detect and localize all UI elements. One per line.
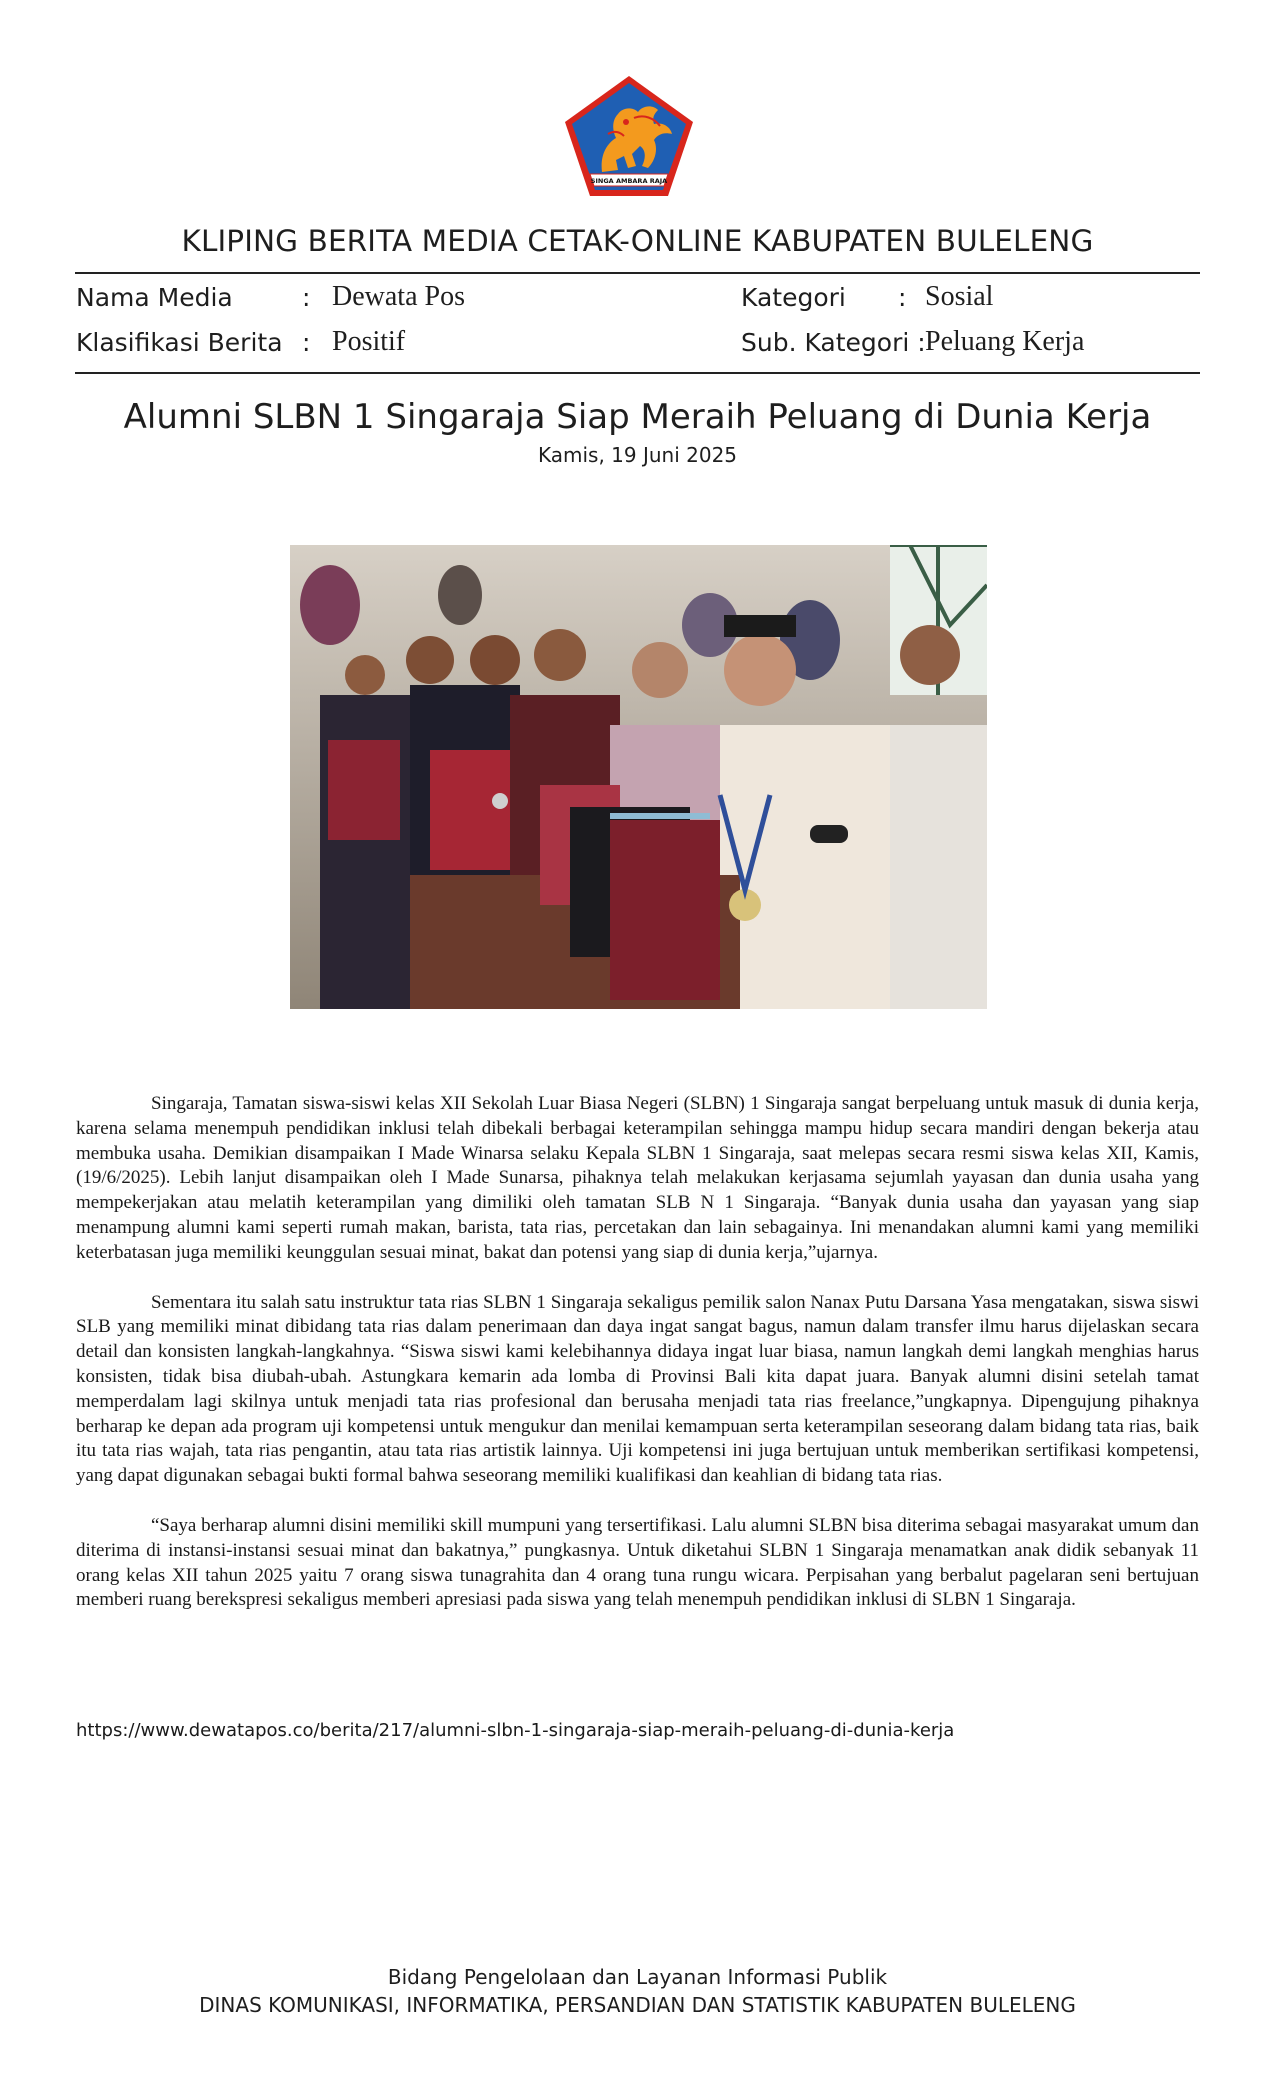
klasifikasi-separator: : <box>302 328 311 357</box>
media-label: Nama Media <box>76 283 233 312</box>
top-divider <box>75 272 1200 274</box>
news-photo <box>290 545 987 1009</box>
article-paragraph-1: Singaraja, Tamatan siswa-siswi kelas XII Sekolah Luar Biasa Negeri (SLBN) 1 Singaraja sangat berpeluang untuk masuk di dunia kerja, karena selama menempuh pendidikan inklusi telah dibekali berbagai keterampilan sehingga mampu hidup secara mandiri dengan bekerja atau membuka usaha. Demikian disampaikan I Made Winarsa selaku Kepala SLBN 1 Singaraja, saat melepas secara resmi siswa kelas XII, Kamis, (19/6/2025). Lebih lanjut disampaikan oleh I Made Sunarsa, pihaknya telah melakukan kerjasama sejumlah yayasan dan dunia usaha yang mempekerjakan atau melatih keterampilan yang dimiliki oleh tamatan SLB N 1 Singaraja. “Banyak dunia usaha dan yayasan yang siap menampung alumni kami seperti rumah makan, barista, tata rias, percetakan dan lain sebagainya. Ini menandakan alumni kami yang memiliki keterbatasan juga memiliki keunggulan sesuai minat, bakat dan potensi yang siap di dunia kerja,”ujarnya. <box>76 1093 1199 1263</box>
buleleng-logo <box>562 74 696 198</box>
kategori-value: Sosial <box>925 281 994 312</box>
article-paragraph-2: Sementara itu salah satu instruktur tata rias SLBN 1 Singaraja sekaligus pemilik salon Nanax Putu Darsana Yasa mengatakan, siswa siswi SLB yang memiliki minat dibidang tata rias dalam penerimaan dan daya ingat sangat bagus, namun dalam transfer ilmu harus dijelaskan secara detail dan konsisten langkah-langkahnya. “Siswa siswi kami kelebihannya didaya ingat luar biasa, namun langkah demi langkah menghias harus konsisten, tidak bisa diubah-ubah. Astungkara kemarin ada lomba di Provinsi Bali kita dapat juara. Banyak alumni disini setelah tamat memperdalam lagi skilnya untuk menjadi tata rias profesional dan berusaha menjadi tata rias freelance,”ungkapnya. Dipengujung pihaknya berharap ke depan ada program uji kompetensi untuk mengukur dan menilai kemampuan serta keterampilan seseorang dalam bidang tata rias, baik itu tata rias wajah, tata rias pengantin, atau tata rias artistik lainnya. Uji kompetensi ini juga bertujuan untuk memberikan sertifikasi kompetensi, yang dapat digunakan sebagai bukti formal bahwa seseorang memiliki kualifikasi dan keahlian di bidang tata rias. <box>76 1291 1199 1487</box>
subkategori-value: Peluang Kerja <box>925 326 1085 357</box>
kategori-separator: : <box>898 283 907 312</box>
article-headline: Alumni SLBN 1 Singaraja Siap Meraih Peluang di Dunia Kerja <box>123 397 1152 437</box>
article-body <box>76 1092 1199 1638</box>
klasifikasi-value: Positif <box>332 326 406 357</box>
source-url-link[interactable]: https://www.dewatapos.co/berita/217/alumni-slbn-1-singaraja-siap-meraih-peluang-di-dunia-kerja <box>76 1720 955 1741</box>
article-paragraph-3: “Saya berharap alumni disini memiliki skill mumpuni yang tersertifikasi. Lalu alumni SLBN bisa diterima sebagai masyarakat umum dan diterima di instansi-instansi sesuai minat dan bakatnya,” pungkasnya. Untuk diketahui SLBN 1 Singaraja menamatkan anak didik sebanyak 11 orang kelas XII tahun 2025 yaitu 7 orang siswa tunagrahita dan 4 orang tuna rungu wicara. Perpisahan yang berbalut pagelaran seni bertujuan memberi ruang berekspresi sekaligus memberi apresiasi pada siswa yang telah menempuh pendidikan inklusi di SLBN 1 Singaraja. <box>76 1514 1199 1611</box>
klasifikasi-label: Klasifikasi Berita <box>76 328 283 357</box>
footer-agency: DINAS KOMUNIKASI, INFORMATIKA, PERSANDIAN DAN STATISTIK KABUPATEN BULELENG <box>199 1993 1076 2017</box>
kategori-label: Kategori <box>741 283 846 312</box>
document-title: KLIPING BERITA MEDIA CETAK-ONLINE KABUPATEN BULELENG <box>181 224 1094 258</box>
article-date: Kamis, 19 Juni 2025 <box>537 443 738 467</box>
logo-motto: SINGA AMBARA RAJA <box>590 177 668 185</box>
subkategori-label: Sub. Kategori : <box>741 328 926 357</box>
bottom-divider <box>75 372 1200 374</box>
footer-department: Bidang Pengelolaan dan Layanan Informasi Publik <box>387 1965 888 1989</box>
media-separator: : <box>302 283 311 312</box>
media-value: Dewata Pos <box>332 281 465 312</box>
